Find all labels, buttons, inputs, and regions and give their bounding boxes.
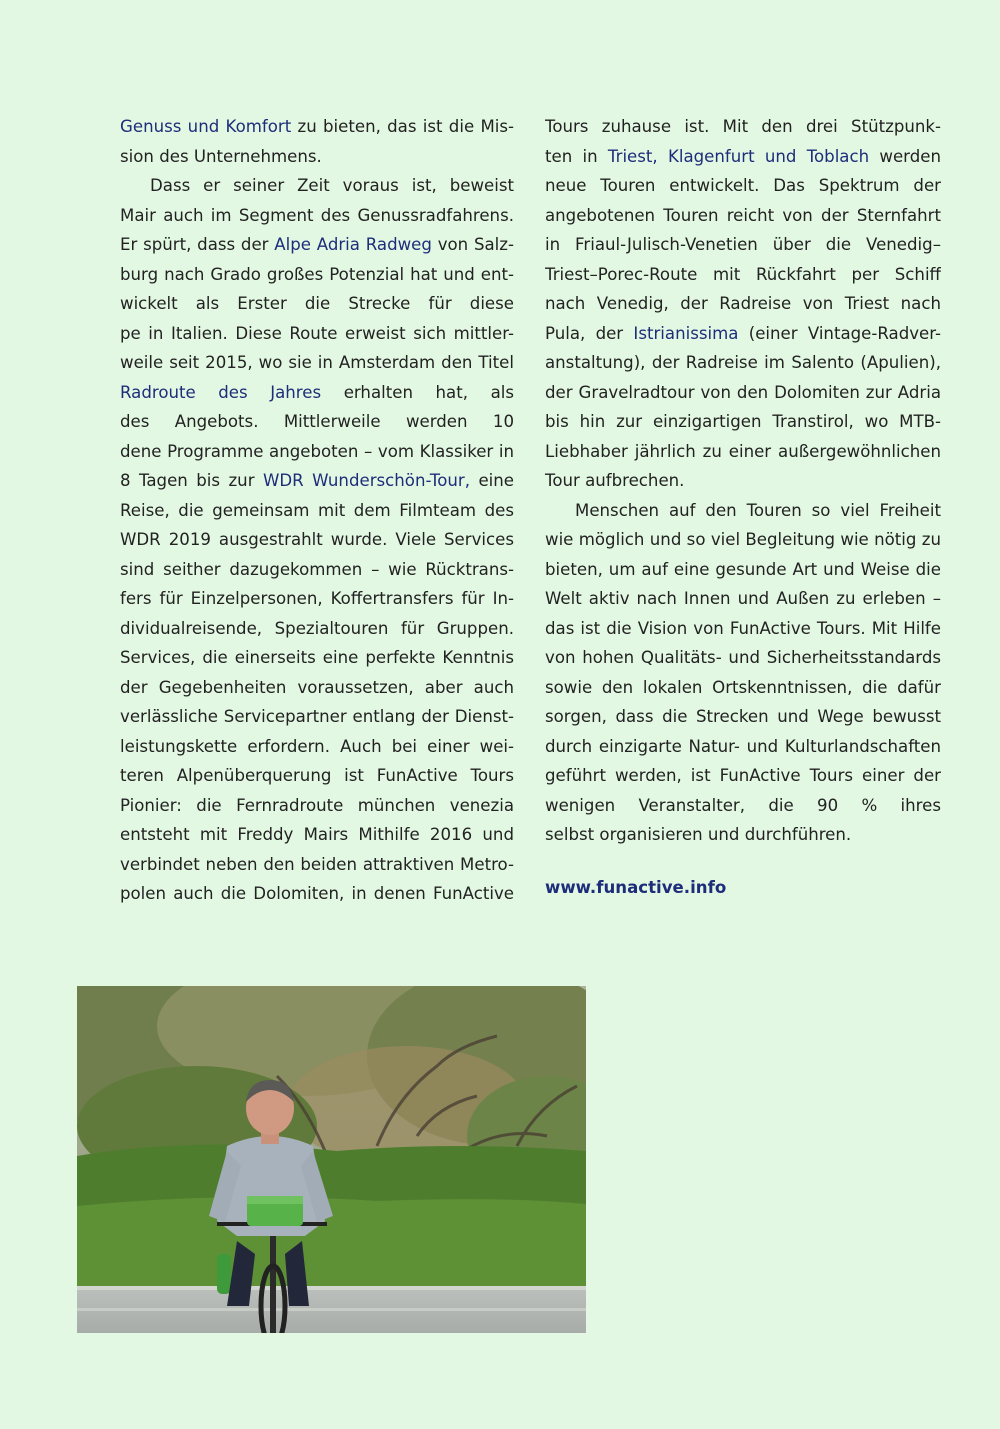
text-run: wie möglich und so viel Begleitung wie nötig zu: [545, 530, 941, 549]
text-run: das ist die Vision von FunActive Tours. Mit Hilfe: [545, 618, 941, 638]
text-run: sind seither dazugekommen – wie Rücktrans-: [120, 559, 514, 579]
highlight-text: Istrianissima: [633, 323, 739, 343]
text-run: leistungskette erfordern. Auch bei einer wei-: [120, 736, 514, 756]
text-run: Tours zuhause ist. Mit den drei Stützpunk-: [545, 117, 941, 136]
text-run: ten in: [545, 146, 608, 166]
right-column-line-24: [545, 791, 941, 821]
right-column-line-5: [545, 230, 941, 260]
right-text-column: [545, 112, 941, 850]
text-run: Er spürt, dass der: [120, 235, 275, 254]
text-run: Pula, der: [545, 323, 634, 343]
right-column-line-9: [545, 348, 941, 378]
text-run: anstaltung), der Radreise im Salento (Apulien),: [545, 353, 941, 372]
highlight-text: Radroute des Jahres: [120, 382, 322, 402]
left-column-line-5: [120, 230, 514, 260]
text-run: angebotenen Touren reicht von der Sternfahrt: [545, 205, 941, 225]
text-run: Liebhaber jährlich zu einer außergewöhnlichen: [545, 441, 941, 461]
text-run: Reise, die gemeinsam mit dem Filmteam des: [120, 500, 514, 520]
website-link[interactable]: www.funactive.info: [545, 878, 727, 897]
right-column-line-10: [545, 378, 941, 408]
text-run: dene Programme angeboten – vom Klassiker in: [120, 441, 514, 461]
left-column-line-2: [120, 142, 514, 172]
right-column-line-22: [545, 732, 941, 762]
text-run: Menschen auf den Touren so viel Freiheit: [575, 500, 941, 520]
left-column-line-3: [120, 171, 514, 201]
right-column-line-8: [545, 319, 941, 349]
right-column-line-15: [545, 525, 941, 555]
text-run: pe in Italien. Diese Route erweist sich mittler-: [120, 323, 514, 343]
right-column-line-17: [545, 584, 941, 614]
left-column-line-16: [120, 555, 514, 585]
right-column-line-1: [545, 112, 941, 142]
highlight-text: WDR Wunderschön-Tour,: [262, 471, 471, 490]
text-run: Triest–Porec-Route mit Rückfahrt per Schiff: [545, 264, 941, 284]
text-run: entsteht mit Freddy Mairs Mithilfe 2016 und: [120, 825, 514, 844]
text-run: verlässliche Servicepartner entlang der Dienst-: [120, 707, 514, 726]
left-column-line-15: [120, 525, 514, 555]
cyclist-photo: [77, 986, 586, 1333]
text-run: des Angebots. Mittlerweile werden 10: [120, 412, 514, 431]
left-column-line-18: [120, 614, 514, 644]
right-column-line-6: [545, 260, 941, 290]
left-column-line-7: [120, 289, 514, 319]
text-run: weile seit 2015, wo sie in Amsterdam den Titel: [120, 353, 514, 372]
highlight-text: Triest, Klagenfurt und Toblach: [607, 146, 870, 166]
text-run: von Salz-: [431, 235, 514, 254]
left-column-line-19: [120, 643, 514, 673]
left-column-line-25: [120, 820, 514, 850]
left-text-column: [120, 112, 514, 909]
text-run: geführt werden, ist FunActive Tours einer der: [545, 766, 941, 785]
left-column-line-26: [120, 850, 514, 880]
left-column-line-20: [120, 673, 514, 703]
left-column-line-24: [120, 791, 514, 821]
text-run: eine: [470, 471, 514, 490]
right-column-line-19: [545, 643, 941, 673]
text-run: sion des Unternehmens.: [120, 146, 322, 166]
text-run: WDR 2019 ausgestrahlt wurde. Viele Services: [120, 530, 514, 549]
right-column-line-4: [545, 201, 941, 231]
text-run: 8 Tagen bis zur: [120, 471, 263, 490]
text-run: von hohen Qualitäts- und Sicherheitsstandards: [545, 648, 941, 667]
text-run: werden: [869, 146, 941, 166]
right-column-line-14: [545, 496, 941, 526]
right-column-line-23: [545, 761, 941, 791]
text-run: sowie den lokalen Ortskenntnissen, die dafür: [545, 677, 941, 697]
left-column-line-23: [120, 761, 514, 791]
text-run: Mair auch im Segment des Genussradfahrens.: [120, 205, 514, 225]
text-run: durch einzigarte Natur- und Kulturlandschaften: [545, 736, 941, 756]
text-run: der Gravelradtour von den Dolomiten zur Adria: [545, 382, 941, 402]
text-run: sorgen, dass die Strecken und Wege bewusst: [545, 707, 941, 726]
left-column-line-12: [120, 437, 514, 467]
text-run: polen auch die Dolomiten, in denen FunActive: [120, 884, 514, 903]
left-column-line-13: [120, 466, 514, 496]
text-run: wickelt als Erster die Strecke für diese: [120, 294, 514, 313]
text-run: (einer Vintage-Radver-: [738, 323, 941, 343]
text-run: fers für Einzelpersonen, Koffertransfers für In-: [120, 589, 514, 608]
text-run: burg nach Grado großes Potenzial hat und ent-: [120, 264, 514, 284]
text-run: der Gegebenheiten voraussetzen, aber auch: [120, 677, 514, 697]
highlight-text: Genuss und Komfort: [120, 117, 292, 136]
text-run: erhalten hat, als: [343, 382, 514, 402]
text-run: neue Touren entwickelt. Das Spektrum der: [545, 176, 941, 195]
right-column-line-21: [545, 702, 941, 732]
left-column-line-22: [120, 732, 514, 762]
text-run: Welt aktiv nach Innen und Außen zu erleben –: [545, 589, 941, 608]
left-column-line-21: [120, 702, 514, 732]
left-column-line-11: [120, 407, 514, 437]
text-run: Pionier: die Fernradroute münchen venezia: [120, 795, 514, 815]
left-column-line-9: [120, 348, 514, 378]
right-column-line-11: [545, 407, 941, 437]
text-run: nach Venedig, der Radreise von Triest nach: [545, 294, 941, 313]
right-column-line-7: [545, 289, 941, 319]
text-run: wenigen Veranstalter, die 90 % ihres: [545, 795, 941, 815]
text-run: bieten, um auf eine gesunde Art und Weise die: [545, 559, 941, 579]
right-column-line-18: [545, 614, 941, 644]
text-run: Dass er seiner Zeit voraus ist, beweist: [150, 176, 514, 195]
text-run: in Friaul-Julisch-Venetien über die Venedig–: [545, 235, 941, 254]
text-run: Tour aufbrechen.: [545, 471, 685, 490]
right-column-line-2: [545, 142, 941, 172]
right-column-line-3: [545, 171, 941, 201]
text-run: Services, die einerseits eine perfekte Kenntnis: [120, 648, 514, 667]
text-run: zu bieten, das ist die Mis-: [291, 117, 514, 136]
text-run: bis hin zur einzigartigen Transtirol, wo MTB-: [545, 412, 941, 431]
left-column-line-10: [120, 378, 514, 408]
left-column-line-8: [120, 319, 514, 349]
left-column-line-14: [120, 496, 514, 526]
left-column-line-17: [120, 584, 514, 614]
right-column-line-20: [545, 673, 941, 703]
right-column-line-12: [545, 437, 941, 467]
left-column-line-1: [120, 112, 514, 142]
right-column-line-13: [545, 466, 941, 496]
text-run: dividualreisende, Spezialtouren für Gruppen.: [120, 618, 514, 638]
left-column-line-6: [120, 260, 514, 290]
text-run: teren Alpenüberquerung ist FunActive Tours: [120, 766, 514, 785]
left-column-line-27: [120, 879, 514, 909]
right-column-line-16: [545, 555, 941, 585]
highlight-text: Alpe Adria Radweg: [274, 235, 432, 254]
text-run: verbindet neben den beiden attraktiven Metro-: [120, 854, 514, 874]
left-column-line-4: [120, 201, 514, 231]
right-column-line-25: [545, 820, 941, 850]
text-run: selbst organisieren und durchführen.: [545, 825, 852, 844]
